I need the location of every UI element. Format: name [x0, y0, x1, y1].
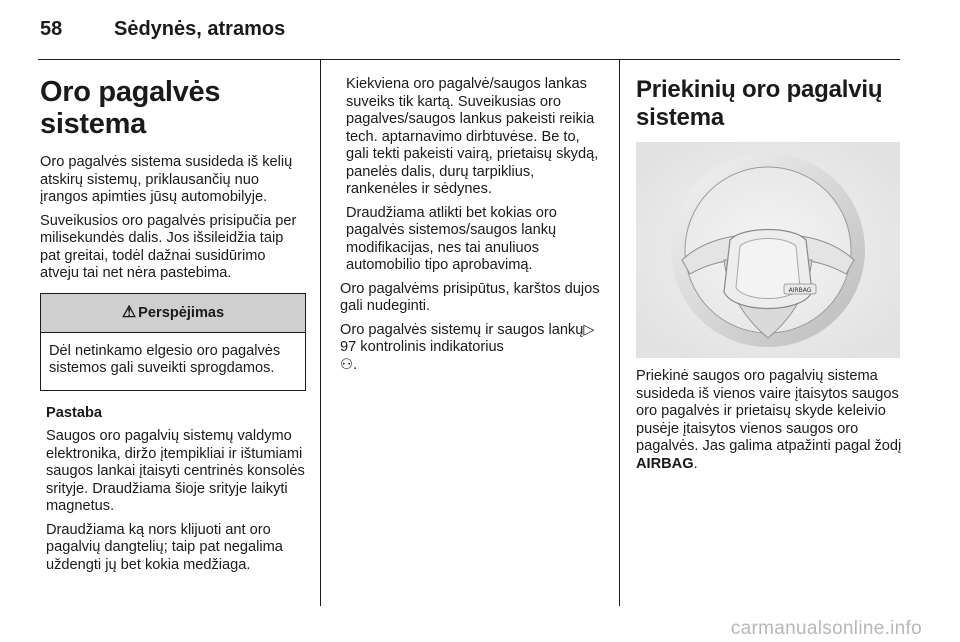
paragraph-text: Priekinė saugos oro pagalvių sistema susideda iš vienos vaire įtaisytos saugos oro pagalvės ir prietaisų skyde keleivio pusėje įtaisytos vienos saugos oro pagalvės. Jas galima atpažinti pagal žodį [636, 368, 902, 454]
page-header [40, 18, 285, 41]
airbag-label: AIRBAG [788, 287, 812, 294]
section-title: Sėdynės, atramos [114, 18, 286, 40]
paragraph: Draudžiama ką nors klijuoti ant oro pagalvių dangtelių; taip pat negalima uždengti jų bet kokia medžiaga. [46, 521, 283, 573]
warning-triangle-icon: ⚠ [121, 303, 137, 321]
paragraph: Oro pagalvėms prisipūtus, karštos dujos gali nudeginti. [340, 280, 600, 314]
note-block [40, 405, 306, 575]
airbag-keyword: AIRBAG [636, 455, 694, 472]
column-1 [40, 76, 306, 580]
column-3 [636, 76, 904, 479]
warning-title: Perspėjimas [138, 304, 225, 321]
airbag-indicator-icon: ⚇ [340, 356, 354, 373]
paragraph: Saugos oro pagalvių sistemų valdymo elektronika, diržo įtempikliai ir ištumiami saugos lankai įtaisyti centrinės konsolės srityje. Draudžiama šioje srityje laikyti magnetus. [46, 428, 305, 514]
watermark: carmanualsonline.info [730, 618, 922, 639]
note-continuation [340, 76, 606, 275]
paragraph: Suveikusios oro pagalvės prisipučia per milisekundės dalis. Jos išsileidžia taip pat greitai, todėl dažnai susidūrimo atveju tai net nėra pastebima. [40, 212, 297, 281]
paragraph [340, 322, 606, 375]
steering-wheel-icon [636, 142, 900, 358]
paragraph-text: Oro pagalvės sistemų ir saugos lankų [340, 321, 584, 338]
steering-wheel-illustration [636, 142, 900, 358]
column-divider-2 [619, 60, 620, 606]
header-rule [38, 59, 900, 60]
section-heading: Oro pagalvės sistema [40, 76, 221, 140]
subsection-heading: Priekinių oro pagalvių sistema [636, 76, 883, 131]
page-number: 58 [40, 18, 63, 40]
paragraph: Kiekviena oro pagalvė/saugos lankas suveiks tik kartą. Suveikusias oro pagalves/saugos lankus pakeisti reikia tech. aptarnavimo dirbtuvėse. Be to, gali tekti pakeisti vairą, prietaisų skydą, panelės dalis, durų tarpiklius, rankenėles ir sėdynes. [346, 76, 599, 197]
warning-box [40, 293, 306, 391]
page-reference-link[interactable]: ▷ 97 kontrolinis indikatorius [340, 321, 595, 355]
note-title: Pastaba [46, 404, 102, 421]
warning-header [41, 294, 305, 333]
paragraph [636, 368, 904, 473]
paragraph-end: . [353, 356, 358, 373]
paragraph-end: . [693, 455, 698, 472]
paragraph: Oro pagalvės sistema susideda iš kelių atskirų sistemų, priklausančių nuo įrangos apimties jūsų automobilyje. [40, 154, 293, 205]
paragraph: Draudžiama atlikti bet kokias oro pagalvės sistemos/saugos lankų modifikacijas, nes tai anuliuos automobilio tipo aprobavimą. [346, 204, 557, 273]
column-2 [340, 76, 606, 380]
column-divider-1 [320, 60, 321, 606]
warning-text: Dėl netinkamo elgesio oro pagalvės sistemos gali suveikti sprogdamos. [49, 342, 281, 376]
